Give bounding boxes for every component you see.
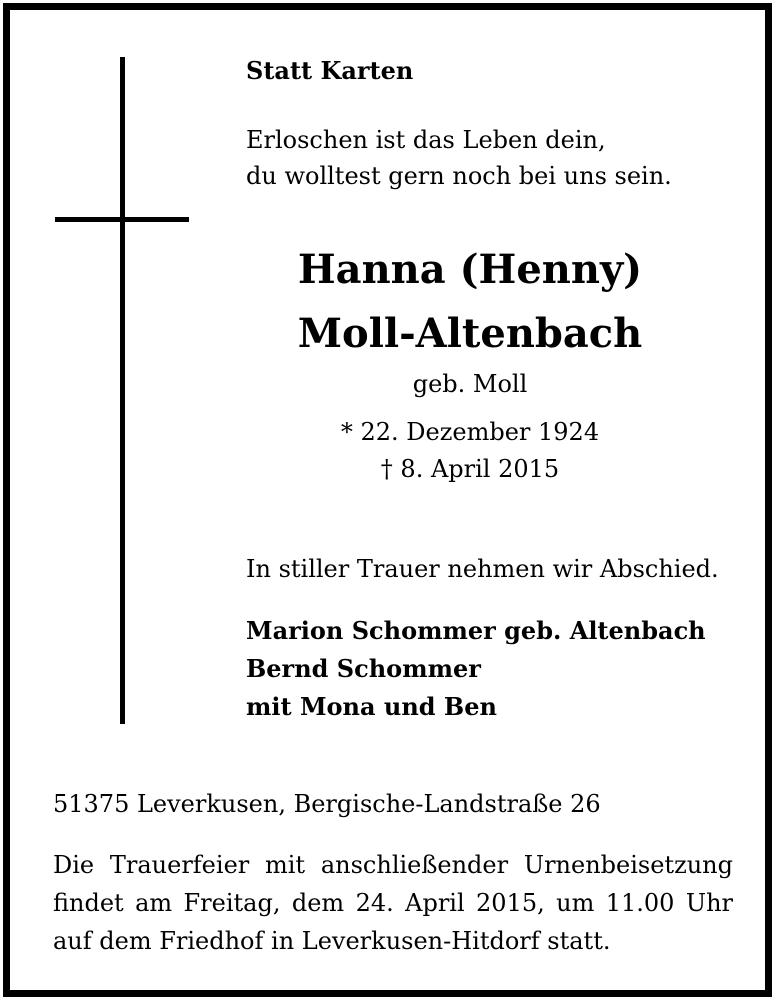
- ceremony-info: [53, 846, 733, 960]
- mourning-line: In stiller Trauer nehmen wir Abschied.: [246, 555, 719, 583]
- mourners-list: [246, 612, 706, 726]
- poem-line: Erloschen ist das Leben dein,: [246, 126, 606, 154]
- notice-heading: Statt Karten: [246, 56, 414, 85]
- deceased-last-name: Moll-Altenbach: [297, 310, 643, 357]
- deceased-first-name: Hanna (Henny): [297, 246, 643, 293]
- cross-icon-vertical-bar: [120, 57, 125, 724]
- family-address: 51375 Leverkusen, Bergische-Landstraße 26: [53, 790, 601, 818]
- obituary-notice: [3, 3, 772, 997]
- cross-icon-horizontal-bar: [55, 217, 189, 222]
- ceremony-line: Die Trauerfeier mit anschließender Urnenbeisetzung: [53, 851, 733, 879]
- ceremony-line: findet am Freitag, dem 24. April 2015, um 11.00 Uhr: [53, 889, 733, 917]
- mourner-name: mit Mona und Ben: [246, 692, 497, 721]
- birth-date: * 22. Dezember 1924: [340, 418, 600, 446]
- ceremony-line: auf dem Friedhof in Leverkusen-Hitdorf statt.: [53, 927, 611, 955]
- poem-line: du wolltest gern noch bei uns sein.: [246, 162, 672, 190]
- deceased-birth-name: geb. Moll: [412, 370, 528, 398]
- death-date: † 8. April 2015: [380, 455, 560, 483]
- mourner-name: Marion Schommer geb. Altenbach: [246, 616, 706, 645]
- mourner-name: Bernd Schommer: [246, 654, 481, 683]
- poem: [246, 122, 672, 194]
